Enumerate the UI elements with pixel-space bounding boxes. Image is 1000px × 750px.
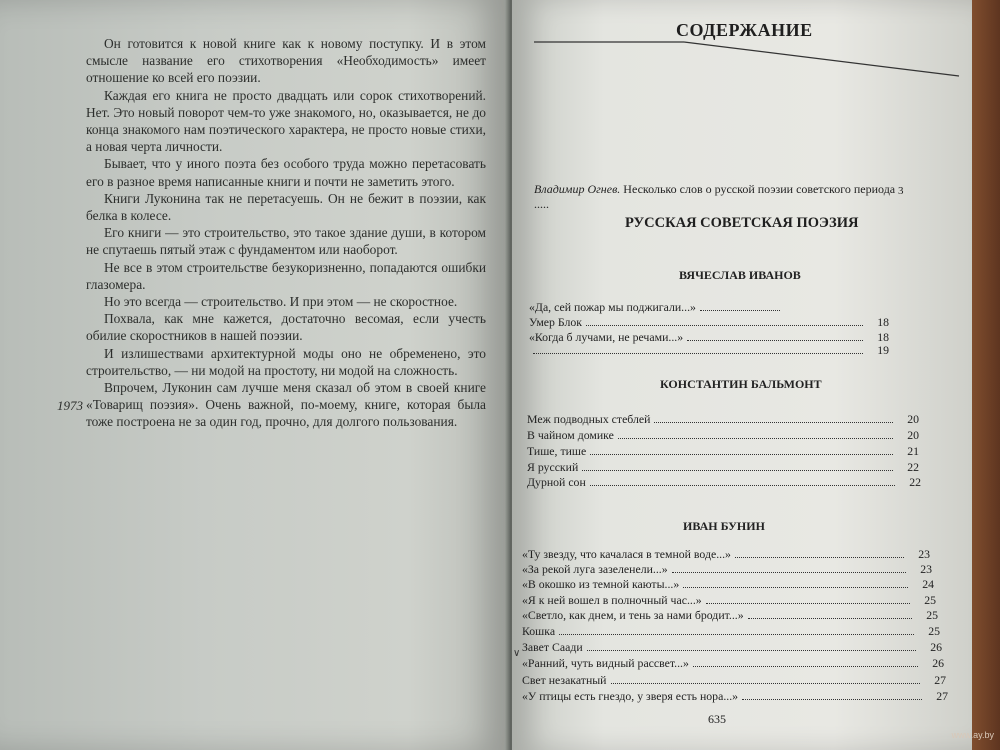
- pencil-mark: ∨: [513, 648, 521, 659]
- paragraph: Каждая его книга не просто двадцать или сорок стихотворений. Нет. Это новый поворот чем-то уже знакомого, но, оказывается, не до конца знакомого нам поэтического характера, не просто новые стихи, а новая черта личности.: [86, 87, 486, 155]
- toc-entry-page: 19: [877, 343, 889, 357]
- toc-entry-title: «Светло, как днем, и тень за нами бродит...»: [522, 608, 744, 622]
- section-title: РУССКАЯ СОВЕТСКАЯ ПОЭЗИЯ: [625, 215, 859, 231]
- paragraph: Впрочем, Луконин сам лучше меня сказал об этом в своей книге «Товарищ поэзия». Очень важной, по-моему, книге, которая была тоже построена не за один год, прочно, для долгого пользования.: [86, 380, 486, 430]
- paragraph: Он готовится к новой книге как к новому поступку. И в этом смысле название его стихотворения «Необходимость» имеет отношение ко всей его поэзии.: [86, 36, 486, 86]
- toc-entry: [527, 412, 919, 428]
- toc-entry-title: Меж подводных стеблей: [527, 412, 651, 426]
- toc-entry-title: Свет незакатный: [522, 673, 607, 687]
- poet-heading: ИВАН БУНИН: [683, 519, 765, 533]
- toc-entry-title: «В окошко из темной каюты...»: [522, 577, 680, 591]
- paragraph: Книги Луконина так не перетасуешь. Он не бежит в поэзии, как белка в колесе.: [86, 190, 486, 224]
- toc-entry: [527, 460, 919, 476]
- toc-entry-title: «За рекой луга зазеленели...»: [522, 562, 668, 576]
- toc-entry-page: 25: [924, 593, 936, 607]
- date-signature: 1973: [57, 398, 83, 413]
- toc-entry-page: 21: [907, 444, 919, 458]
- toc-entry-page: 25: [926, 608, 938, 622]
- title-rule: [534, 38, 959, 78]
- paragraph: Но это всегда — строительство. И при этом — не скоростное.: [104, 294, 458, 310]
- toc-entry-title: Я русский: [527, 460, 579, 474]
- toc-entry: [527, 475, 921, 491]
- left-page-text: [86, 35, 486, 431]
- toc-entry-title: «Ранний, чуть видный рассвет...»: [522, 656, 689, 670]
- toc-entry-page: 23: [920, 562, 932, 576]
- toc-entry: [522, 608, 938, 624]
- contents-title: СОДЕРЖАНИЕ: [676, 20, 813, 40]
- toc-entry-page: 25: [928, 624, 940, 638]
- intro-page-number: 3: [898, 185, 904, 197]
- toc-entry-title: Тише, тише: [527, 444, 587, 458]
- toc-entry: [529, 300, 784, 316]
- toc-entry: [527, 444, 919, 460]
- paragraph: Бывает, что у иного поэта без особого труда можно перетасовать его в разное время написанные книги и почти не заметить этого.: [86, 156, 486, 189]
- toc-entry-page: 20: [907, 428, 919, 442]
- toc-entry-title: Завет Саади: [522, 640, 583, 654]
- toc-entry: [522, 656, 944, 672]
- paragraph: Не все в этом строительстве безукоризненно, попадаются ошибки глазомера.: [86, 259, 486, 292]
- paragraph: И излишествами архитектурной моды оно не обременено, это строительство, — ни модой на простоту, ни модой на сложность.: [86, 345, 486, 378]
- toc-entry-page: 27: [936, 689, 948, 703]
- paragraph: Его книги — это строительство, это такое здание души, в котором не спутаешь пятый этаж с фундаментом или наоборот.: [86, 225, 486, 258]
- toc-entry-page: 20: [907, 412, 919, 426]
- toc-entry-page: 24: [922, 577, 934, 591]
- toc-entry: [522, 593, 936, 609]
- toc-entry: [522, 624, 940, 640]
- poet-heading: КОНСТАНТИН БАЛЬМОНТ: [660, 377, 822, 391]
- toc-entry-title: Кошка: [522, 624, 556, 638]
- toc-entry: [522, 562, 932, 578]
- toc-entry-page: 22: [907, 460, 919, 474]
- toc-entry-page: 22: [909, 475, 921, 489]
- toc-entry-title: «Когда б лучами, не речами...»: [529, 330, 684, 344]
- toc-entry: [522, 689, 948, 705]
- toc-entry-title: «Да, сей пожар мы поджигали...»: [529, 300, 696, 314]
- paragraph: Похвала, как мне кажется, достаточно весомая, если учесть обилие скоростников в нашей поэзии.: [86, 311, 486, 344]
- toc-entry-title: Умер Блок: [529, 315, 582, 329]
- intro-title: Несколько слов о русской поэзии советского периода .....: [534, 182, 896, 211]
- toc-entry-page: 27: [934, 673, 946, 687]
- page-number: 635: [708, 712, 726, 726]
- toc-entry-title: «Я к ней вошел в полночный час...»: [522, 593, 702, 607]
- toc-entry-page: 18: [877, 330, 889, 344]
- toc-entry-page: 23: [918, 547, 930, 561]
- intro-author: Владимир Огнев.: [534, 182, 621, 196]
- toc-entry-page: 26: [932, 656, 944, 670]
- toc-entry-page: 18: [877, 315, 889, 329]
- toc-entry: [527, 428, 919, 444]
- watermark: www.ay.by: [951, 730, 994, 740]
- intro-entry: [534, 182, 904, 212]
- toc-entry-page: 26: [930, 640, 942, 654]
- toc-entry: [529, 315, 889, 331]
- toc-entry-title: В чайном домике: [527, 428, 614, 442]
- toc-entry-title: Дурной сон: [527, 475, 586, 489]
- toc-entry-title: «У птицы есть гнездо, у зверя есть нора...»: [522, 689, 739, 703]
- poet-heading: ВЯЧЕСЛАВ ИВАНОВ: [679, 268, 801, 282]
- toc-entry: [522, 640, 942, 656]
- toc-entry: [522, 673, 946, 689]
- toc-entry: [522, 577, 934, 593]
- toc-entry: [522, 547, 930, 563]
- toc-entry: [529, 343, 889, 359]
- toc-entry-title: «Ту звезду, что качалася в темной воде...»: [522, 547, 731, 561]
